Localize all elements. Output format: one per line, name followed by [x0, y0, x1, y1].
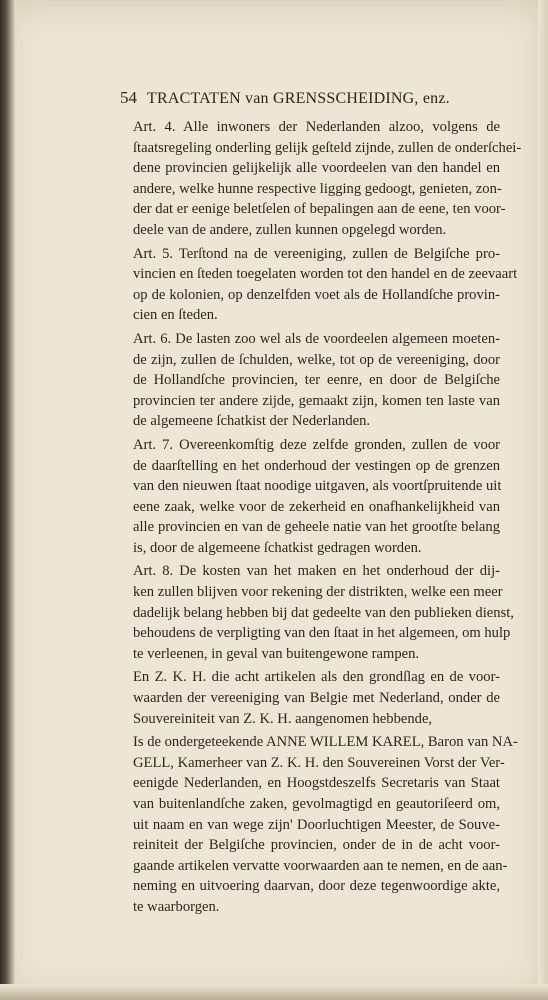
text-line: op de kolonien, op denzelfden voet als de Hollandſche provin-	[133, 286, 500, 303]
paragraph	[121, 732, 518, 917]
text-line: de algemeene ſchatkist der Nederlanden.	[133, 413, 371, 430]
text-line: ken zullen blijven voor rekening der distrikten, welke een meer	[133, 584, 503, 601]
text-line: vincien en ſteden toegelaten worden tot den handel en de zeevaart	[133, 266, 518, 283]
text-line: Souvereiniteit van Z. K. H. aangenomen hebbende,	[133, 710, 433, 727]
text-line: is, door de algemeene ſchatkist gedragen worden.	[133, 539, 422, 556]
text-line: van den nieuwen ſtaat noodige uitgaven, als voortſpruitende uit	[133, 478, 502, 495]
paragraph	[121, 329, 500, 432]
paragraph	[121, 435, 500, 559]
text-line: provincien ter andere zijde, gemaakt zijn, komen ten laste van	[133, 392, 500, 409]
text-line: En Z. K. H. die acht artikelen als den grondſlag en de voor-	[133, 669, 500, 686]
text-line: neming en uitvoering daarvan, door deze tegenwoordige akte,	[133, 878, 500, 895]
page-number: 54	[120, 88, 137, 107]
text-line: te verleenen, in geval van buitengewone rampen.	[133, 645, 420, 662]
body-text	[121, 117, 522, 921]
text-line: de Hollandſche provincien, ter eenre, en door de Belgiſche	[133, 372, 500, 389]
page-right-edge	[538, 0, 548, 1000]
text-line: alle provincien en van de geheele natie van het grootſte belang	[133, 519, 500, 536]
text-line: Is de ondergeteekende ANNE WILLEM KAREL, Baron van NA-	[133, 734, 518, 751]
page-bottom-edge	[0, 984, 548, 1000]
text-line: van buitenlandſche zaken, gevolmagtigd en geautoriſeerd om,	[133, 796, 500, 812]
text-line: Art. 5. Terſtond na de vereeniging, zullen de Belgiſche pro-	[133, 245, 500, 262]
page-binding-edge	[0, 0, 16, 1000]
text-line: uit naam en van wege zijn' Doorluchtigen Meester, de Souve-	[133, 816, 500, 833]
text-line: de zijn, zullen de ſchulden, welke, tot op de vereeniging, door	[133, 351, 500, 368]
text-line: deele van de andere, zullen kunnen opgelegd worden.	[133, 221, 447, 238]
text-line: der dat er eenige beletſelen of bepalingen aan de eene, ten voor-	[133, 201, 506, 218]
text-line: ſtaatsregeling onderling gelijk geſteld zijnde, zullen de onderſchei-	[133, 139, 522, 156]
text-line: waarden der vereeniging van Belgie met Nederland, onder de	[133, 690, 500, 707]
text-line: te waarborgen.	[133, 898, 220, 915]
text-line: dadelijk belang hebben bij dat gedeelte van den publieken dienst,	[133, 604, 514, 621]
running-head: TRACTATEN van GRENSSCHEIDING, enz.	[147, 90, 450, 107]
text-line: reiniteit der Belgiſche provincien, onder de in de acht voor-	[133, 837, 500, 854]
text-line: dene provincien gelijkelijk alle voordeelen van den handel en	[133, 160, 500, 177]
text-line: Art. 4. Alle inwoners der Nederlanden alzoo, volgens de	[133, 119, 500, 135]
text-line: Art. 7. Overeenkomſtig deze zelfde gronden, zullen de voor	[133, 436, 500, 453]
text-line: behoudens de verpligting van den ſtaat in het algemeen, om hulp	[133, 625, 511, 642]
paragraph	[121, 244, 518, 326]
paragraph	[121, 117, 522, 241]
text-line: gaande artikelen vervatte voorwaarden aan te nemen, en de aan-	[133, 857, 508, 874]
page-header	[120, 88, 500, 108]
text-line: de daarſtelling en het onderhoud der vestingen op de grenzen	[133, 457, 500, 474]
text-line: eenigde Nederlanden, en Hoogstdeszelfs Secretaris van Staat	[133, 775, 500, 792]
text-line: Art. 8. De kosten van het maken en het onderhoud der dij-	[133, 563, 500, 580]
text-line: GELL, Kamerheer van Z. K. H. den Souvereinen Vorst der Ver-	[133, 754, 505, 771]
text-line: Art. 6. De lasten zoo wel als de voordeelen algemeen moeten-	[133, 330, 500, 347]
paragraph	[121, 561, 514, 664]
text-line: eene zaak, welke voor de zekerheid en onafhankelijkheid van	[133, 498, 500, 515]
text-line: cien en ſteden.	[133, 307, 218, 324]
text-line: andere, welke hunne respective ligging gedoogt, genieten, zon-	[133, 180, 502, 197]
paragraph	[121, 667, 500, 729]
